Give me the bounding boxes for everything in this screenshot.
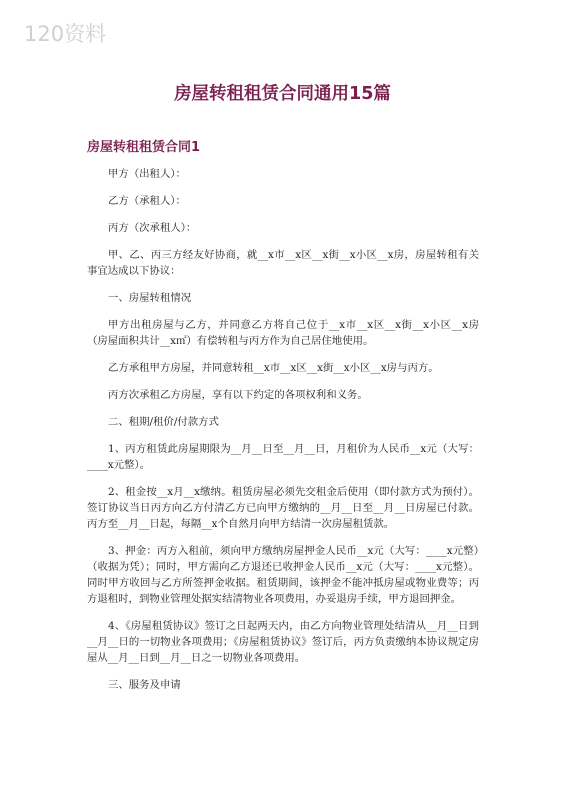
clause-paragraph: 丙方次承租乙方房屋，享有以下约定的各项权利和义务。 — [108, 389, 368, 401]
section-title: 房屋转租租赁合同1 — [87, 140, 201, 155]
section-heading-2: 二、租期/租价/付款方式 — [108, 416, 219, 428]
clause-paragraph: 4、《房屋租赁协议》签订之日起两天内，由乙方向物业管理处结清从__月__日到__月__日的一切物业各项费用；《房屋租赁协议》签订后，丙方负责缴纳本协议规定房屋从__月__日到__月__日之一切物业各项费用。 — [87, 620, 479, 664]
clause-paragraph: 1、丙方租赁此房屋期限为__月__日至__月__日，月租价为人民币__x元（大写：____x元整）。 — [87, 443, 479, 471]
clause-paragraph: 3、押金：丙方入租前，须向甲方缴纳房屋押金人民币__x元（大写：____x元整）（收据为凭）；同时，甲方需向乙方退还已收押金人民币__x元（大写：____x元整）。同时甲方收回与乙方所签押金收据。租赁期间，该押金不能冲抵房屋或物业费等；丙方退租时，到物业管理处据实结清物业各项费用，办妥退房手续，甲方退回押金。 — [87, 545, 479, 605]
party-b-line: 乙方（承租人）： — [108, 195, 186, 207]
clause-paragraph: 2、租金按__x月__x缴纳。租赁房屋必须先交租金后使用（即付款方式为预付）。签订协议当日丙方向乙方付清乙方已向甲方缴纳的__月__日至__月__日房屋已付款。丙方至__月__日起，每隔__x个自然月向甲方结清一次房屋租赁款。 — [87, 486, 479, 530]
section-heading-1: 一、房屋转租情况 — [108, 292, 192, 304]
clause-paragraph: 甲方出租房屋与乙方，并同意乙方将自己位于__x市__x区__x街__x小区__x房（房屋面积共计__x㎡）有偿转租与丙方作为自己居住地使用。 — [87, 319, 479, 347]
contract-body — [87, 166, 479, 704]
party-a-line: 甲方（出租人）： — [108, 168, 186, 180]
section-heading-3: 三、服务及申请 — [108, 679, 181, 691]
preamble-paragraph: 甲、乙、丙三方经友好协商，就__x市__x区__x街__x小区__x房，房屋转租有关事宜达成以下协议： — [87, 249, 479, 277]
party-c-line: 丙方（次承租人）： — [108, 222, 197, 234]
watermark: 120资料 — [24, 22, 107, 46]
document-title: 房屋转租租赁合同通用15篇 — [174, 84, 391, 104]
clause-paragraph: 乙方承租甲方房屋，并同意转租__x市__x区__x街__x小区__x房与丙方。 — [108, 362, 439, 374]
